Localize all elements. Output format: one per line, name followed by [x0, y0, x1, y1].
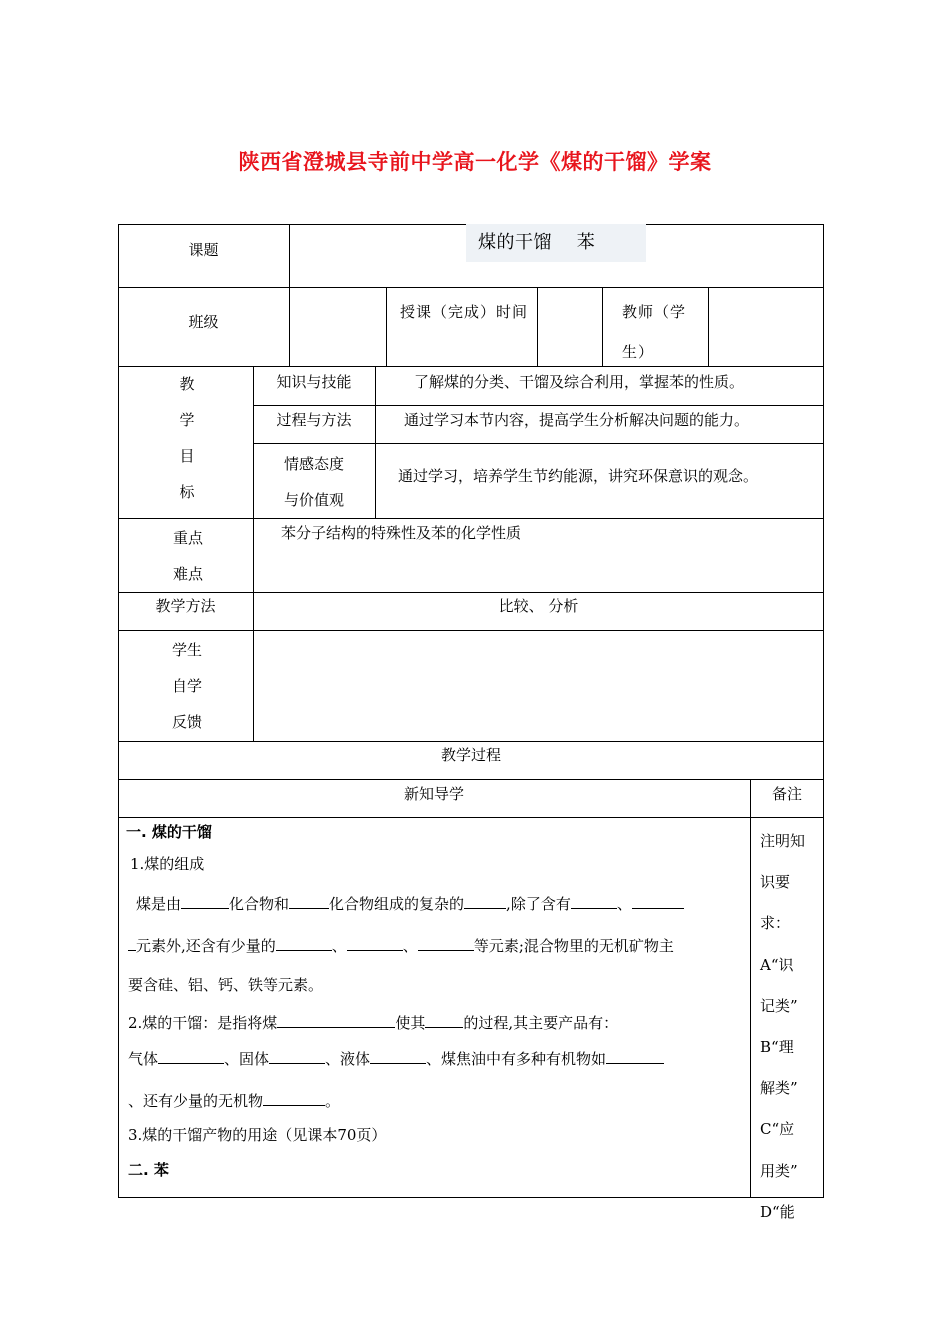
label-key-points: 重点难点: [172, 529, 203, 583]
fill-blank[interactable]: [606, 1048, 664, 1064]
label-topic: 课题: [188, 241, 219, 259]
paragraph-products-1: [128, 1048, 664, 1069]
remarks-line: D“能: [760, 1202, 795, 1221]
text: 、: [402, 937, 418, 955]
paragraph-product-uses: 3.煤的干馏产物的用途（见课本70页）: [128, 1126, 387, 1144]
fill-blank[interactable]: [632, 893, 684, 909]
label-class: 班级: [188, 313, 219, 331]
fill-blank[interactable]: [276, 935, 332, 951]
text: 2.煤的干馏：是指将煤: [128, 1014, 278, 1032]
text: 化合物组成的复杂的: [329, 895, 465, 913]
label-process: 教学过程: [440, 746, 501, 764]
text: 使其: [395, 1014, 426, 1032]
fill-blank[interactable]: [277, 1012, 395, 1028]
remarks-column: [750, 817, 824, 1229]
remarks-line: 识要: [760, 873, 791, 892]
fill-blank[interactable]: [347, 935, 403, 951]
subheading-coal-composition: 1.煤的组成: [130, 855, 205, 873]
text: 、液体: [325, 1050, 371, 1068]
objective-content-process: 通过学习本节内容，提高学生分析解决问题的能力。: [404, 411, 750, 429]
text: 、还有少量的无机物: [128, 1092, 264, 1110]
label-method: 教学方法: [155, 597, 216, 615]
text: 的过程,其主要产品有：: [463, 1014, 619, 1032]
remarks-line: 解类”: [760, 1079, 798, 1098]
label-lesson-time: 授课（完成）时间: [400, 303, 529, 321]
paragraph-distillation-definition: [128, 1012, 618, 1033]
objective-label-knowledge: 知识与技能: [276, 373, 352, 391]
label-feedback: 学生自学反馈: [171, 641, 202, 731]
text: 等元素;混合物里的无机矿物主: [473, 937, 674, 955]
text: 气体: [128, 1050, 159, 1068]
remarks-line: A“识: [760, 955, 794, 974]
fill-blank[interactable]: [181, 893, 229, 909]
label-teacher: 教师（学生）: [622, 303, 687, 361]
paragraph-composition-2: [128, 935, 674, 956]
text: 化合物和: [229, 895, 290, 913]
text: 。: [325, 1092, 341, 1110]
remarks-line: B“理: [760, 1038, 794, 1057]
fill-blank[interactable]: [128, 935, 136, 951]
text: 、: [616, 895, 632, 913]
document-title: 陕西省澄城县寺前中学高一化学《煤的干馏》学案: [238, 150, 712, 174]
fill-blank[interactable]: [289, 893, 329, 909]
remarks-line: 求：: [760, 914, 791, 933]
fill-blank[interactable]: [158, 1048, 224, 1064]
label-new-knowledge: 新知导学: [403, 785, 464, 803]
text: 煤是由: [136, 895, 182, 913]
objective-label-process: 过程与方法: [276, 411, 352, 429]
key-points-value: 苯分子结构的特殊性及苯的化学性质: [281, 524, 522, 542]
text: 元素外,还含有少量的: [136, 937, 276, 955]
fill-blank[interactable]: [263, 1090, 325, 1106]
paragraph-products-2: [128, 1090, 340, 1111]
fill-blank[interactable]: [464, 893, 506, 909]
text: 、: [331, 937, 347, 955]
fill-blank[interactable]: [370, 1048, 426, 1064]
text: 、固体: [224, 1050, 270, 1068]
method-value: 比较、 分析: [498, 597, 579, 615]
objective-content-knowledge: 了解煤的分类、干馏及综合利用，掌握苯的性质。: [414, 373, 745, 391]
label-objectives: [155, 366, 219, 510]
paragraph-composition-3: 要含硅、铝、钙、铁等元素。: [128, 976, 324, 994]
remarks-line: 注明知: [760, 832, 806, 850]
text: ,除了含有: [506, 895, 571, 913]
topic-value: 煤的干馏 苯: [466, 224, 646, 262]
text: 、煤焦油中有多种有机物如: [426, 1050, 607, 1068]
remarks-line: C“应: [760, 1120, 795, 1139]
heading-benzene: 二. 苯: [128, 1161, 169, 1179]
label-remarks: 备注: [771, 785, 802, 803]
fill-blank[interactable]: [425, 1012, 463, 1028]
fill-blank[interactable]: [269, 1048, 325, 1064]
paragraph-composition-1: [136, 893, 684, 914]
fill-blank[interactable]: [571, 893, 617, 909]
fill-blank[interactable]: [418, 935, 474, 951]
objective-content-emotion: 通过学习，培养学生节约能源，讲究环保意识的观念。: [398, 467, 759, 485]
remarks-line: 记类”: [760, 996, 798, 1015]
objective-label-emotion: 情感态度与价值观: [283, 455, 344, 509]
label-objectives-text: 教学目标: [179, 375, 195, 501]
heading-coal-distillation: 一. 煤的干馏: [126, 823, 212, 841]
remarks-line: 用类”: [760, 1161, 798, 1180]
